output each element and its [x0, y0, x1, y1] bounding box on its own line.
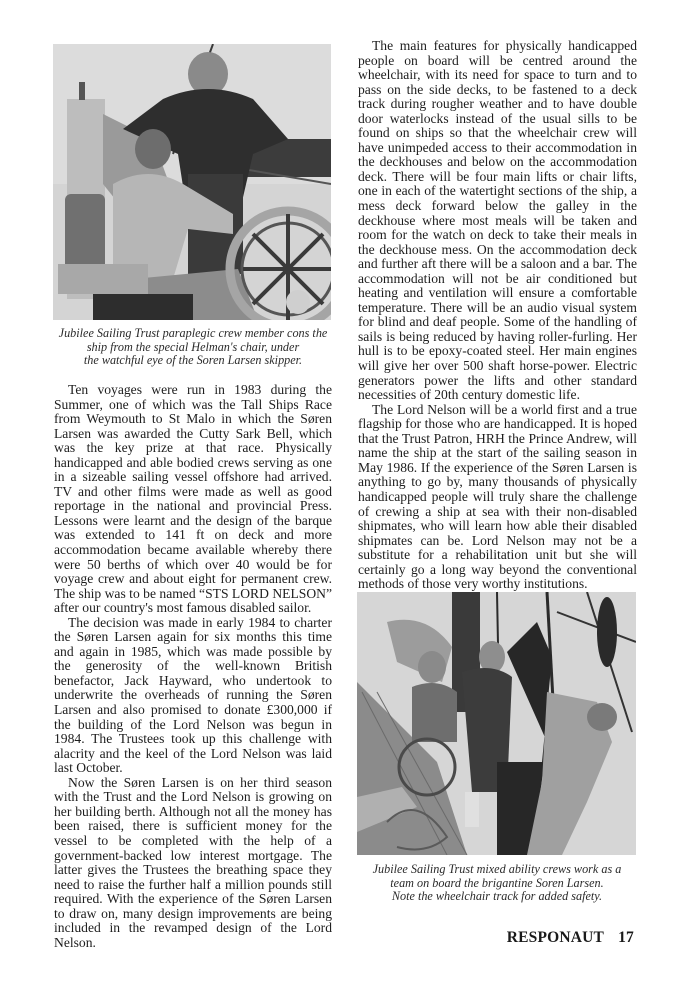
publication-name: RESPONAUT [506, 929, 605, 946]
body-paragraph: The Lord Nelson will be a world first and a true flagship for those who are handicapped. It is hoped that the Trust Patron, HRH the Prince Andrew, will name the ship at the start of the sailing season in May 1986. If the experience of the Søren Larsen is anything to go by, many thousands of physically handicapped people will truly share the challenge of crewing a ship at sea with their non-disabled shipmates, who will learn how able their disabled shipmates can be. Lord Nelson may not be a substitute for a rehabilitation unit but she will certainly go a long way beyond the conventional methods of those very worthy institutions. [358, 401, 637, 592]
body-paragraph: The decision was made in early 1984 to charter the Søren Larsen again for six months this time and again in 1985, which was made possible by the generosity of the well-known British benefactor, Jack Hayward, who undertook to underwrite the overheads of running the Søren Larsen and also promised to donate £300,000 if the building of the Lord Nelson was begun in 1984. The Trustees took up this challenge with alacrity and the keel of the Lord Nelson was laid last October. [54, 614, 332, 776]
body-paragraph: The main features for physically handicapped people on board will be centred around the wheelchair, with its need for space to turn and to pass on the side decks, to be fastened to a deck track during rougher weather and to have double door waterlocks instead of the usual sills to be found on ships so that the wheelchair crew will have unimpeded access to their accommodation in the deckhouses and below on the accommodation deck. There will be four main lifts or chair lifts, one in each of the watertight sections of the ship, a mess deck forward below the galley in the deckhouse where most meals will be taken and room for the watch on deck to take their meals in the deckhouse mess. On the accommodation deck and further aft there will be a saloon and a bar. The accommodation will not be air conditioned but heating and ventilation will ensure a comfortable temperature. There will be an audio visual system for blind and deaf people. Some of the handling of sails is being reduced by having roller-furling. Her hull is to be epoxy-coated steel. Her main engines will give her over 500 shaft horse-power. Electric generators power the lifts and other standard necessities of 20th century domestic life. [358, 38, 637, 403]
caption-line: Jubilee Sailing Trust mixed ability crews work as a [372, 862, 622, 876]
crew-on-deck-photo [357, 592, 636, 855]
caption-line: ship from the special Helman's chair, under [86, 339, 300, 354]
helm-chair-photo [53, 44, 331, 320]
caption-line: Note the wheelchair track for added safety. [391, 889, 603, 904]
helm-chair-photo-caption [48, 327, 338, 368]
body-paragraph: Ten voyages were run in 1983 during the Summer, one of which was the Tall Ships Race from Weymouth to St Malo in which the Søren Larsen was awarded the Cutty Sark Bell, which was the key prize at that race. Physically handicapped and able bodied crews serving as one in a sizeable sailing vessel offshore had arrived. TV and other films were made as well as good reportage in the national and provincial Press. Lessons were learnt and the design of the barque was extended to 141 ft on deck and more accommodation became available whereby there were 50 berths of which over 40 would be for voyage crew and about eight for permanent crew. The ship was to be named “STS LORD NELSON” after our country's most famous disabled sailor. [54, 382, 332, 616]
caption-line: team on board the brigantine Soren Larsen. [390, 875, 604, 890]
crew-on-deck-photo-caption [352, 863, 642, 904]
page-footer [507, 929, 634, 947]
caption-line: the watchful eye of the Soren Larsen skipper. [83, 353, 303, 368]
body-paragraph: Now the Søren Larsen is on her third season with the Trust and the Lord Nelson is growing on her building berth. Although not all the money has been raised, there is sufficient money for the vessel to be completed with the help of a government-backed low interest mortgage. The latter gives the Trustees the breathing space they need to raise the further half a million pounds still required. With the experience of the Søren Larsen to draw on, many design improvements are being included in the revamped design of the Lord Nelson. [54, 774, 332, 950]
left-column-text [54, 383, 332, 950]
caption-line: Jubilee Sailing Trust paraplegic crew member cons the [58, 326, 328, 340]
right-column-text [358, 39, 637, 592]
page-number: 17 [618, 929, 634, 946]
helm-chair-photo-image [53, 44, 331, 320]
crew-on-deck-photo-image [357, 592, 636, 855]
